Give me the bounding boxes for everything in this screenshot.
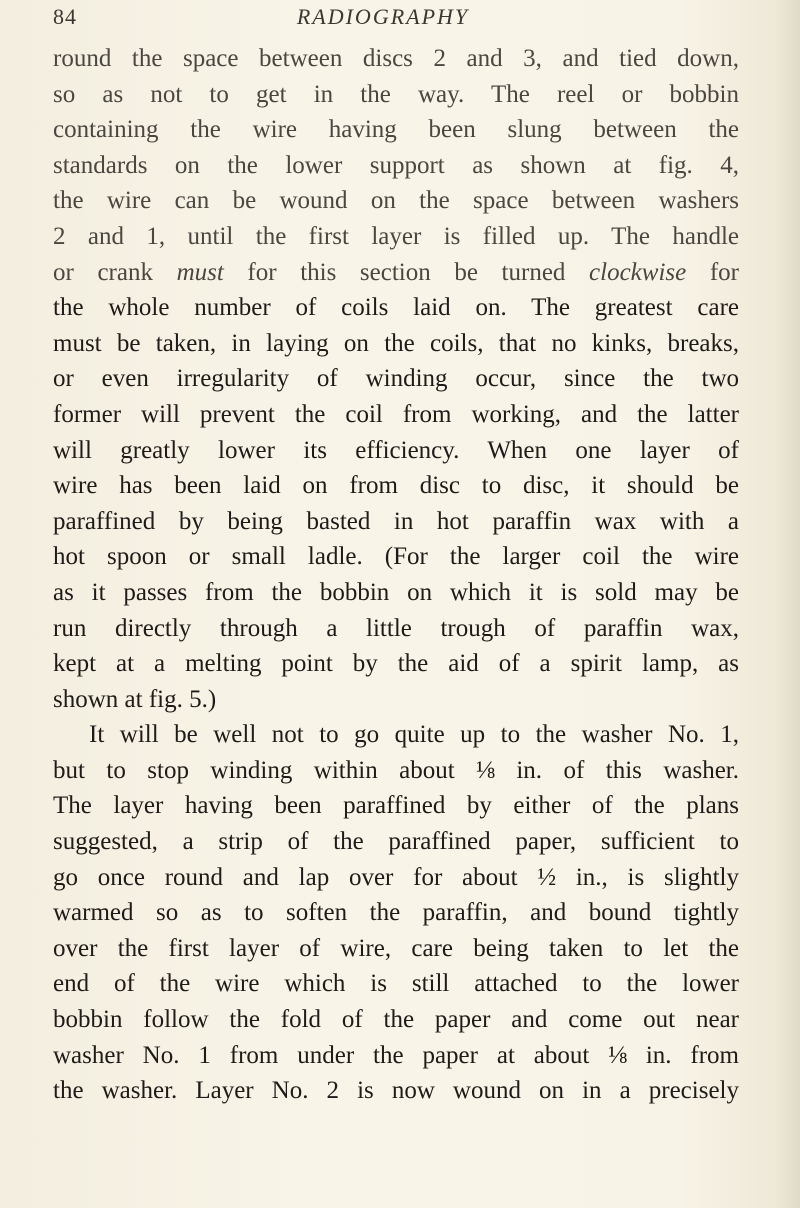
text-line-2: so as not to get in the way. The reel or bobbin <box>53 80 739 108</box>
text-line-1: round the space between discs 2 and 3, and tied down, <box>53 45 739 72</box>
text-line-3: containing the wire having been slung between the <box>53 116 739 144</box>
text-line-22: The layer having been paraffined by either of the plans <box>53 792 739 820</box>
text-line-16: as it passes from the bobbin on which it is sold may be <box>53 578 739 606</box>
text-line-27: end of the wire which is still attached to the lower <box>53 970 739 998</box>
text-line-12: will greatly lower its efficiency. When one layer of <box>53 436 739 464</box>
text-line-30: the washer. Layer No. 2 is now wound on in a precisely <box>53 1077 739 1105</box>
page-edge-shadow <box>776 0 800 1208</box>
text-line-7-lead: or crank <box>53 258 177 286</box>
text-line-23: suggested, a strip of the paraffined paper, sufficient to <box>53 828 739 856</box>
text-line-24: go once round and lap over for about ½ in., is slightly <box>53 863 739 891</box>
text-line-13: wire has been laid on from disc to disc, it should be <box>53 472 739 500</box>
text-line-8: the whole number of coils laid on. The greatest care <box>53 294 739 322</box>
text-line-4: standards on the lower support as shown at fig. 4, <box>53 151 739 179</box>
text-line-15: hot spoon or small ladle. (For the larger coil the wire <box>53 543 739 571</box>
text-line-26: over the first layer of wire, care being taken to let the <box>53 934 739 962</box>
text-line-7-mid: for this section be turned <box>223 258 590 286</box>
running-title: RADIOGRAPHY <box>296 4 470 29</box>
text-line-9: must be taken, in laying on the coils, that no kinks, breaks, <box>53 329 739 357</box>
text-line-29: washer No. 1 from under the paper at about ⅛ in. from <box>53 1041 739 1069</box>
text-line-25: warmed so as to soften the paraffin, and bound tightly <box>53 899 739 927</box>
body-text <box>53 41 739 1109</box>
text-line-14: paraffined by being basted in hot paraffin wax with a <box>53 507 739 535</box>
text-line-21: but to stop winding within about ⅛ in. of this washer. <box>53 756 739 784</box>
text-line-18: kept at a melting point by the aid of a spirit lamp, as <box>53 650 739 678</box>
running-head <box>53 4 753 34</box>
text-line-11: former will prevent the coil from working, and the latter <box>53 400 739 428</box>
text-line-17: run directly through a little trough of paraffin wax, <box>53 614 739 642</box>
text-line-28: bobbin follow the fold of the paper and come out near <box>53 1006 739 1034</box>
page-number: 84 <box>53 4 77 29</box>
text-line-6: 2 and 1, until the first layer is filled up. The handle <box>53 222 739 250</box>
emphasis-clockwise: clockwise <box>589 258 687 286</box>
text-line-20: It will be well not to go quite up to the washer No. 1, <box>89 721 739 749</box>
text-line-5: the wire can be wound on the space between washers <box>53 187 739 215</box>
text-line-19: shown at fig. 5.) <box>53 685 217 713</box>
text-line-7-tail: for <box>686 258 739 286</box>
emphasis-must: must <box>176 258 224 286</box>
text-line-7 <box>53 255 739 291</box>
text-line-10: or even irregularity of winding occur, since the two <box>53 365 739 393</box>
